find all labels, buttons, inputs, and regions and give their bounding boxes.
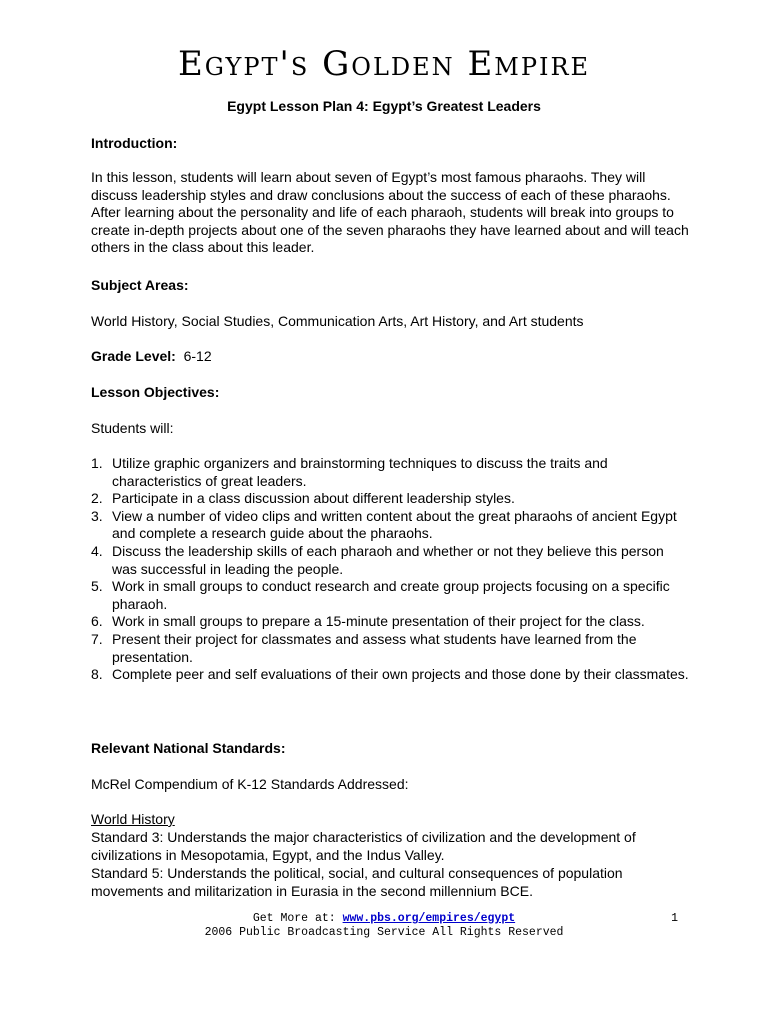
footer-prefix: Get More at: — [252, 912, 343, 925]
subjects-heading: Subject Areas: — [91, 277, 189, 293]
objectives-lead: Students will: — [91, 420, 174, 436]
list-number: 8. — [91, 666, 103, 683]
list-number: 6. — [91, 613, 103, 630]
list-number: 5. — [91, 578, 103, 595]
list-number: 1. — [91, 455, 103, 471]
list-text: Utilize graphic organizers and brainstorming techniques to discuss the traits and characteristics of great leaders. — [112, 455, 608, 489]
lesson-title: Egypt Lesson Plan 4: Egypt’s Greatest Leaders — [227, 98, 541, 114]
standards-lead: McRel Compendium of K-12 Standards Addressed: — [91, 776, 409, 792]
list-text: Present their project for classmates and assess what students have learned from the presentation. — [112, 630, 637, 665]
intro-heading: Introduction: — [91, 135, 178, 151]
list-item — [91, 631, 691, 666]
list-number: 2. — [91, 490, 103, 507]
list-item — [91, 543, 691, 578]
objectives-list — [91, 455, 691, 684]
objectives-heading: Lesson Objectives: — [91, 384, 220, 400]
list-number: 4. — [91, 542, 103, 559]
intro-text: In this lesson, students will learn about seven of Egypt’s most famous pharaohs. They will discuss leadership styles and draw conclusions about the success of each of these pharaohs. After learning about the personality and life of each pharaoh, students will break into groups to create in-depth projects about one of the seven pharaohs they have learned about and will teach others in the class about this leader. — [91, 169, 689, 256]
list-number: 3. — [91, 507, 103, 524]
standards-heading: Relevant National Standards: — [91, 740, 286, 756]
grade-value: 6-12 — [183, 348, 212, 364]
footer-copyright: 2006 Public Broadcasting Service All Rights Reserved — [204, 926, 564, 939]
list-text: View a number of video clips and written content about the great pharaohs of ancient Egypt and complete a research guide about the pharaohs. — [112, 507, 677, 542]
standards-subheading: World History — [91, 811, 175, 827]
list-text: Complete peer and self evaluations of their own projects and those done by their classmates. — [112, 666, 689, 683]
list-text: Work in small groups to prepare a 15-minute presentation of their project for the class. — [112, 613, 645, 630]
standard-5: Standard 5: Understands the political, social, and cultural consequences of population movements and militarization in Eurasia in the second millennium BCE. — [91, 865, 623, 899]
list-item — [91, 508, 691, 543]
grade-level — [91, 348, 691, 366]
list-number: 7. — [91, 630, 103, 647]
list-text: Discuss the leadership skills of each pharaoh and whether or not they believe this person was successful in leading the people. — [112, 542, 664, 577]
list-text: Work in small groups to conduct research and create group projects focusing on a specific pharaoh. — [112, 578, 670, 612]
list-item — [91, 666, 691, 684]
standard-3: Standard 3: Understands the major characteristics of civilization and the development of civilizations in Mesopotamia, Egypt, and the Indus Valley. — [91, 829, 636, 863]
footer-line — [0, 912, 768, 925]
list-item — [91, 455, 691, 490]
page-number: 1 — [671, 912, 678, 925]
subjects-text: World History, Social Studies, Communication Arts, Art History, and Art students — [91, 313, 584, 329]
footer-link[interactable]: www.pbs.org/empires/egypt — [342, 912, 516, 925]
list-item — [91, 578, 691, 613]
list-item — [91, 490, 691, 508]
document-banner: Egypt's Golden Empire — [177, 44, 591, 84]
grade-heading: Grade Level: — [91, 348, 176, 364]
list-item — [91, 613, 691, 631]
list-text: Participate in a class discussion about different leadership styles. — [112, 490, 515, 507]
